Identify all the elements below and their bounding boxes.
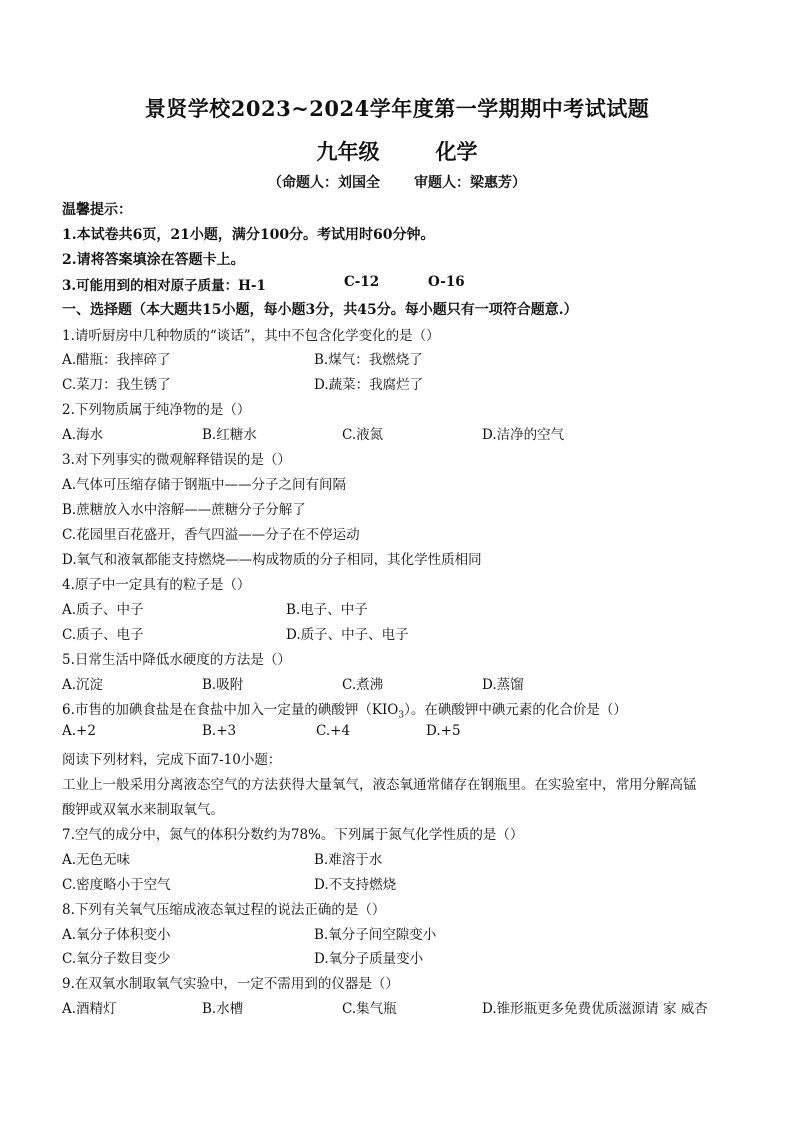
option-a: A.海水 [62, 427, 104, 443]
option-a: A.质子、中子 [62, 602, 144, 618]
question-stem: 5.日常生活中降低水硬度的方法是（） [62, 652, 291, 668]
question-stem: 2.下列物质属于纯净物的是（） [62, 402, 251, 418]
option-b: B.红糖水 [202, 427, 257, 443]
option-c: C.质子、电子 [62, 627, 144, 643]
option-c: C.花园里百花盛开，香气四溢——分子在不停运动 [62, 527, 360, 543]
option-c: C.菜刀：我生锈了 [62, 377, 171, 393]
option-a: A.沉淀 [62, 677, 104, 693]
option-a: A.氧分子体积变小 [62, 927, 171, 943]
option-c: C.液氮 [342, 427, 384, 443]
option-d: D.蒸馏 [482, 677, 524, 693]
option-d: D.锥形瓶更多免费优质滋源请 家 威杏 [482, 1001, 708, 1017]
tip-item: 1.本试卷共6页，21小题，满分100分。考试用时60分钟。 [62, 227, 435, 243]
tips-heading: 温馨提示： [62, 202, 132, 218]
authors-line [0, 172, 794, 192]
option-c: C.集气瓶 [342, 1001, 397, 1017]
stem-text: 6.市售的加碘食盐是在食盐中加入一定量的碘酸钾（KIO [62, 702, 399, 718]
question-stem: 1.请听厨房中几种物质的“谈话”，其中不包含化学变化的是（） [62, 328, 440, 344]
option-a: A.酒精灯 [62, 1001, 117, 1017]
atomic-mass-o: O-16 [428, 274, 465, 290]
reading-intro: 阅读下列材料，完成下面7-10小题： [62, 752, 282, 768]
reading-text: 工业上一般采用分离液态空气的方法获得大量氧气，液态氧通常储存在钢瓶里。在实验室中，常用分解高锰 [62, 777, 697, 793]
option-c: C.氧分子数目变少 [62, 951, 171, 967]
option-b: B.氧分子间空隙变小 [314, 927, 437, 943]
option-a: A.+2 [62, 723, 96, 739]
option-b: B.电子、中子 [286, 602, 368, 618]
option-b: B.+3 [202, 723, 237, 739]
grade-subject-line [0, 136, 794, 166]
option-c: C.煮沸 [342, 677, 384, 693]
option-d: D.+5 [426, 723, 461, 739]
section-heading: 一、选择题（本大题共15小题，每小题3分，共45分。每小题只有一项符合题意.） [62, 302, 578, 318]
option-b: B.蔗糖放入水中溶解——蔗糖分子分解了 [62, 502, 306, 518]
grade-label: 九年级 [316, 139, 380, 164]
setter-label: （命题人：刘国全 [268, 175, 380, 191]
option-d: D.洁净的空气 [482, 427, 565, 443]
question-stem: 3.对下列事实的微观解释错误的是（） [62, 452, 291, 468]
question-stem: 7.空气的成分中，氮气的体积分数约为78%。下列属于氮气化学性质的是（） [62, 827, 524, 843]
option-b: B.煤气：我燃烧了 [314, 352, 423, 368]
option-d: D.蔬菜：我腐烂了 [314, 377, 424, 393]
stem-text: ）。在碘酸钾中碘元素的化合价是（） [404, 702, 627, 718]
exam-title: 景贤学校2023~2024学年度第一学期期中考试试题 [144, 96, 650, 121]
option-d: D.质子、中子、电子 [286, 627, 409, 643]
subject-label: 化学 [435, 139, 478, 164]
option-c: C.+4 [316, 723, 351, 739]
question-stem: 8.下列有关氧气压缩成液态氧过程的说法正确的是（） [62, 902, 386, 918]
option-b: B.水槽 [202, 1001, 244, 1017]
option-b: B.难溶于水 [314, 852, 383, 868]
subscript: 3 [398, 710, 405, 721]
reviewer-label: 审题人：梁惠芳） [414, 175, 526, 191]
question-stem [62, 698, 627, 721]
option-a: A.气体可压缩存储于钢瓶中——分子之间有间隔 [62, 477, 347, 493]
option-d: D.氧气和液氧都能支持燃烧——构成物质的分子相同，其化学性质相同 [62, 552, 482, 568]
option-a: A.醋瓶：我摔碎了 [62, 352, 171, 368]
question-stem: 9.在双氧水制取氧气实验中，一定不需用到的仪器是（） [62, 976, 399, 992]
reading-text: 酸钾或双氧水来制取氧气。 [62, 802, 224, 818]
atomic-mass-label: 3.可能用到的相对原子质量：H-1 [62, 278, 266, 294]
option-d: D.不支持燃烧 [314, 877, 397, 893]
option-b: B.吸附 [202, 677, 244, 693]
option-a: A.无色无味 [62, 852, 131, 868]
option-d: D.氧分子质量变小 [314, 951, 424, 967]
question-stem: 4.原子中一定具有的粒子是（） [62, 577, 251, 593]
option-c: C.密度略小于空气 [62, 877, 171, 893]
atomic-mass-c: C-12 [344, 274, 380, 290]
tip-item: 2.请将答案填涂在答题卡上。 [62, 252, 245, 268]
